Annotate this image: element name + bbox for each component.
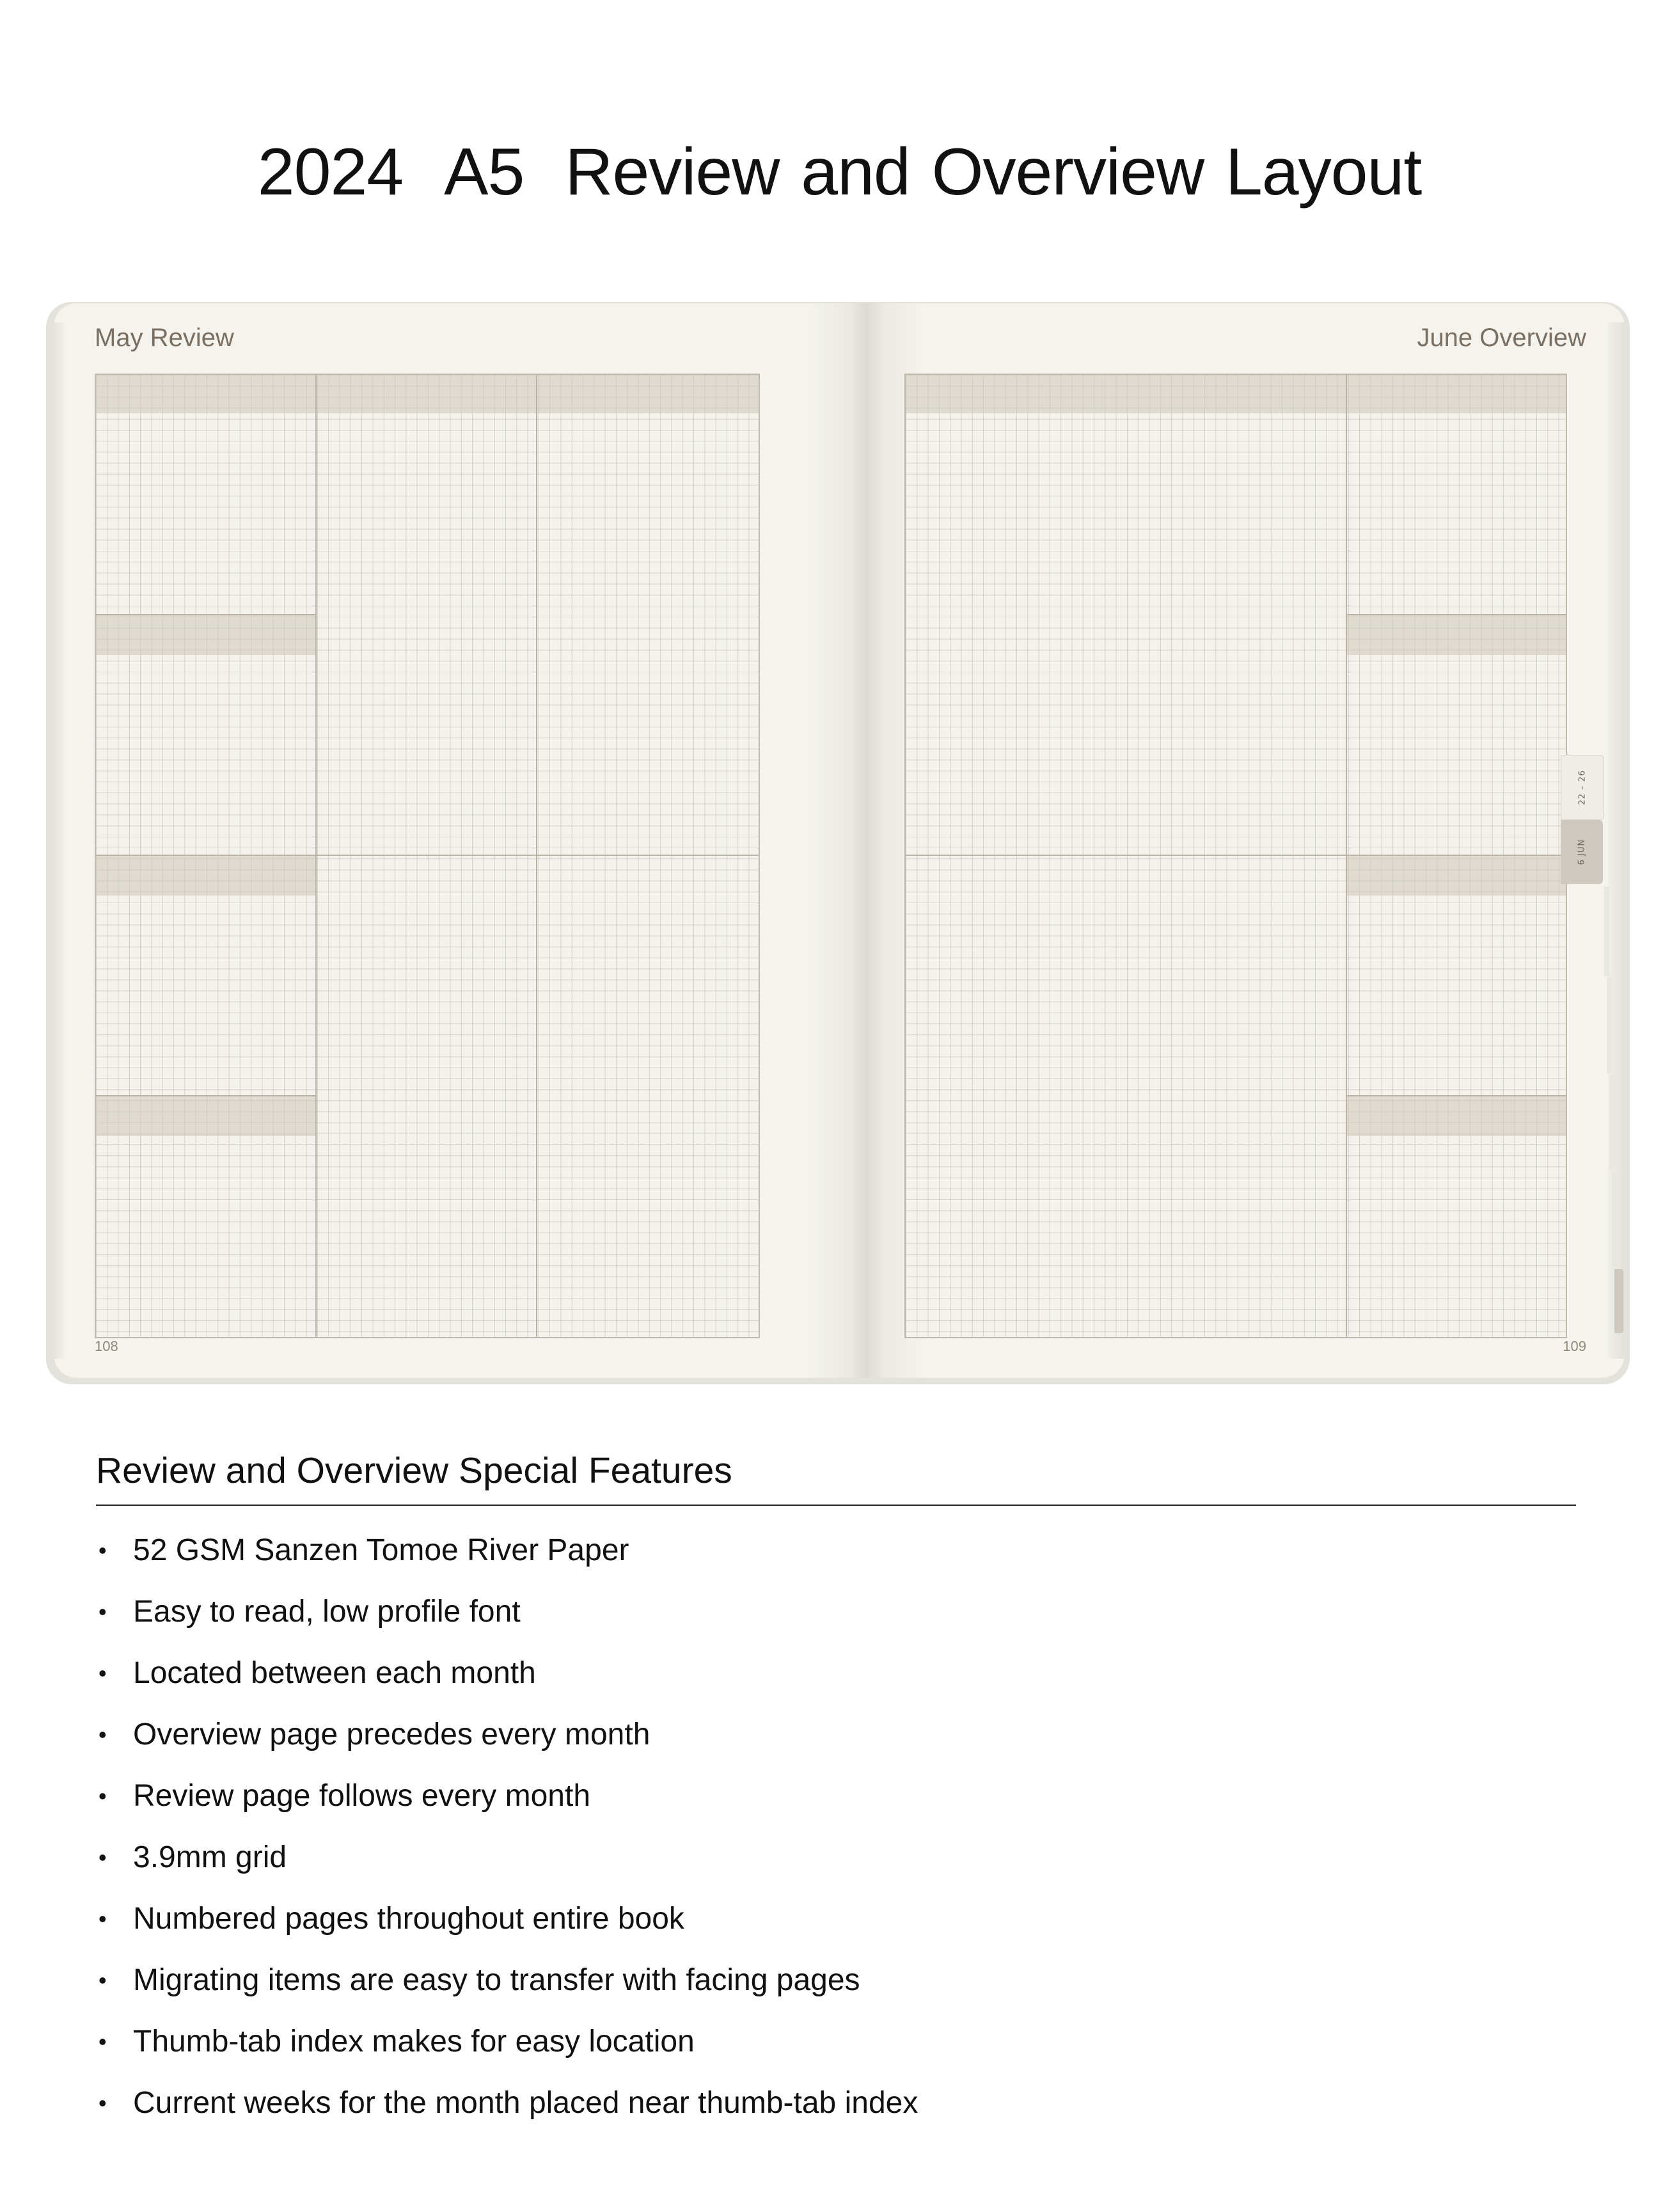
feature-text: Migrating items are easy to transfer with facing pages bbox=[133, 1963, 860, 1997]
left-page-label: May Review bbox=[95, 324, 234, 352]
feature-item bbox=[96, 1520, 918, 1581]
feature-text: Current weeks for the month placed near thumb-tab index bbox=[133, 2086, 918, 2120]
left-page-edge bbox=[54, 322, 64, 1359]
edge-tab-1[interactable] bbox=[1604, 887, 1609, 976]
feature-text: Thumb-tab index makes for easy location bbox=[133, 2025, 695, 2058]
bullet-icon: • bbox=[99, 1721, 107, 1748]
features-divider bbox=[96, 1505, 1576, 1506]
title-year: 2024 bbox=[257, 134, 404, 209]
features-heading: Review and Overview Special Features bbox=[96, 1450, 732, 1491]
bullet-icon: • bbox=[99, 1783, 107, 1809]
right-header-band bbox=[906, 375, 1566, 413]
title-name: Review and Overview Layout bbox=[565, 134, 1422, 209]
feature-text: 3.9mm grid bbox=[133, 1840, 287, 1874]
feature-item bbox=[96, 1581, 918, 1643]
right-page-grid bbox=[904, 374, 1567, 1338]
left-column-divider-1 bbox=[315, 375, 317, 1337]
left-column-divider-2 bbox=[536, 375, 537, 1337]
left-band-1 bbox=[96, 615, 315, 655]
bullet-icon: • bbox=[99, 1537, 107, 1563]
feature-text: Review page follows every month bbox=[133, 1779, 591, 1813]
feature-item bbox=[96, 1888, 918, 1950]
right-band-3 bbox=[1347, 1096, 1566, 1136]
document-title bbox=[0, 134, 1679, 210]
month-tab-june[interactable] bbox=[1561, 820, 1603, 884]
feature-item bbox=[96, 1643, 918, 1704]
right-band-1 bbox=[1347, 615, 1566, 655]
planner-spread bbox=[54, 303, 1625, 1378]
feature-item bbox=[96, 1766, 918, 1827]
feature-text: Overview page precedes every month bbox=[133, 1718, 650, 1751]
right-band-2 bbox=[1347, 856, 1566, 896]
right-page-number: 109 bbox=[1563, 1338, 1586, 1354]
left-page-number: 108 bbox=[95, 1338, 118, 1354]
left-header-band bbox=[96, 375, 759, 413]
edge-tab-3[interactable] bbox=[1609, 1075, 1614, 1171]
bullet-icon: • bbox=[99, 1844, 107, 1870]
right-page-label: June Overview bbox=[1417, 324, 1586, 352]
bullet-icon: • bbox=[99, 2028, 107, 2055]
feature-item bbox=[96, 2011, 918, 2073]
title-size: A5 bbox=[444, 134, 524, 209]
edge-tab-2[interactable] bbox=[1607, 977, 1612, 1073]
feature-item bbox=[96, 1704, 918, 1766]
feature-text: Located between each month bbox=[133, 1656, 536, 1690]
bullet-icon: • bbox=[99, 1906, 107, 1932]
feature-item bbox=[96, 1827, 918, 1888]
week-tab[interactable] bbox=[1561, 755, 1604, 820]
edge-tab-5[interactable] bbox=[1614, 1269, 1623, 1333]
edge-tab-4[interactable] bbox=[1612, 1172, 1617, 1268]
bullet-icon: • bbox=[99, 2090, 107, 2116]
features-list bbox=[96, 1520, 918, 2134]
bullet-icon: • bbox=[99, 1967, 107, 1993]
feature-text: Numbered pages throughout entire book bbox=[133, 1902, 684, 1936]
feature-text: 52 GSM Sanzen Tomoe River Paper bbox=[133, 1533, 629, 1567]
bullet-icon: • bbox=[99, 1660, 107, 1686]
month-tab-label: 6 JUN bbox=[1577, 839, 1587, 865]
week-tab-label: 22 – 26 bbox=[1577, 770, 1588, 805]
feature-text: Easy to read, low profile font bbox=[133, 1595, 521, 1629]
feature-item bbox=[96, 2073, 918, 2134]
bullet-icon: • bbox=[99, 1599, 107, 1625]
feature-item bbox=[96, 1950, 918, 2011]
left-page-grid bbox=[95, 374, 760, 1338]
left-band-2 bbox=[96, 856, 315, 896]
left-band-3 bbox=[96, 1096, 315, 1136]
